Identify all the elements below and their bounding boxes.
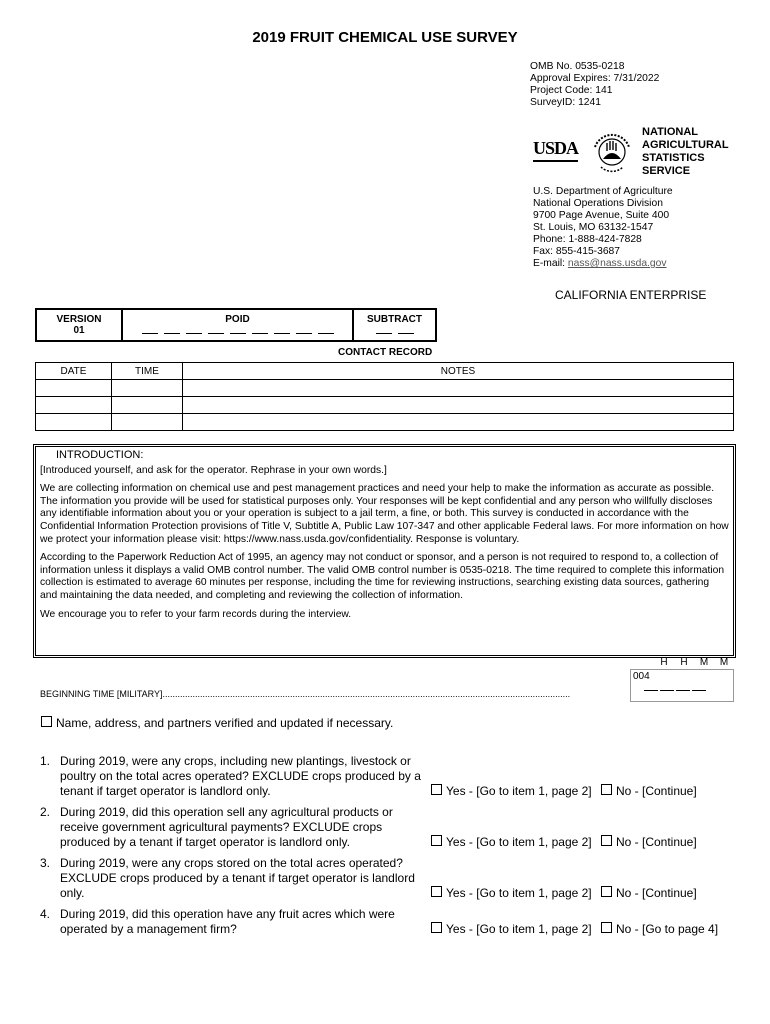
agriculture-counts-seal-icon xyxy=(589,129,635,175)
subtract-blanks[interactable] xyxy=(356,325,433,337)
hour-label: H xyxy=(660,657,668,668)
no-option[interactable] xyxy=(601,886,697,900)
no-checkbox[interactable] xyxy=(601,922,612,933)
omb-info xyxy=(530,61,659,109)
agency-address xyxy=(533,186,673,270)
no-label: No - [Continue] xyxy=(615,835,697,849)
table-header-row xyxy=(36,363,734,380)
question-text: During 2019, were any crops stored on the total acres operated? EXCLUDE crops produced by a tenant if target operator is landlord only. xyxy=(60,856,415,900)
minute-label: M xyxy=(719,657,729,668)
omb-number: OMB No. 0535-0218 xyxy=(530,61,625,72)
question-3 xyxy=(40,856,430,901)
question-1 xyxy=(40,754,430,799)
question-1-answers xyxy=(431,784,703,798)
yes-label: Yes - [Go to item 1, page 2] xyxy=(446,922,592,936)
question-number: 2. xyxy=(40,805,51,819)
question-number: 3. xyxy=(40,856,51,870)
introduction-instruction: [Introduced yourself, and ask for the operator. Rephrase in your own words.] xyxy=(40,464,387,476)
yes-option[interactable] xyxy=(431,922,592,936)
subtract-label: SUBTRACT xyxy=(367,314,422,325)
table-row[interactable] xyxy=(36,397,734,414)
verify-checkbox[interactable] xyxy=(41,716,52,727)
no-option[interactable] xyxy=(601,784,697,798)
no-label: No - [Continue] xyxy=(615,784,697,798)
version-value: 01 xyxy=(73,325,85,336)
beginning-time-label: BEGINNING TIME [MILITARY]................................................................................................................................................................... xyxy=(40,689,571,699)
time-format-header xyxy=(654,657,734,668)
agency-name xyxy=(642,126,729,178)
verify-row[interactable] xyxy=(41,716,393,730)
time-header: TIME xyxy=(112,363,183,380)
email-line xyxy=(533,258,673,270)
confidentiality-paragraph: We are collecting information on chemical use and pest management practices and need your help to make the information as accurate as possible. The information you provide will be used for statistical purposes only. Your responses will be kept confidential and any person who willfully discloses any identifiable information about you or your operation is subject to a jail term, a fine, or both. This survey is conducted in accordance with the Confidential Information Protection provisions of Title V, Subtitle A, Public Law 107-347 and other applicable Federal laws. For more information on how we protect your information please visit: https://www.nass.usda.gov/confidentiality. Response is voluntary. xyxy=(40,483,729,545)
no-checkbox[interactable] xyxy=(601,886,612,897)
address-line: 9700 Page Avenue, Suite 400 xyxy=(533,210,670,221)
email-link[interactable]: nass@nass.usda.gov xyxy=(567,258,667,269)
yes-checkbox[interactable] xyxy=(431,784,442,795)
poid-blanks[interactable] xyxy=(125,325,350,337)
yes-label: Yes - [Go to item 1, page 2] xyxy=(446,784,592,798)
approval-date: Approval Expires: 7/31/2022 xyxy=(530,73,660,84)
project-code: Project Code: 141 xyxy=(530,85,613,96)
question-2 xyxy=(40,805,430,850)
usda-logo: USDA xyxy=(533,138,578,162)
version-label: VERSION xyxy=(56,314,102,325)
yes-checkbox[interactable] xyxy=(431,922,442,933)
no-checkbox[interactable] xyxy=(601,835,612,846)
date-header: DATE xyxy=(36,363,112,380)
question-2-answers xyxy=(431,835,703,849)
poid-label: POID xyxy=(225,314,250,325)
id-table xyxy=(35,308,437,342)
introduction-heading: INTRODUCTION: xyxy=(56,449,144,461)
version-cell xyxy=(36,309,122,341)
agency-name-line: AGRICULTURAL xyxy=(642,139,729,151)
survey-id: SurveyID: 1241 xyxy=(530,97,601,108)
notes-header: NOTES xyxy=(183,363,734,380)
yes-checkbox[interactable] xyxy=(431,835,442,846)
address-line: St. Louis, MO 63132-1547 xyxy=(533,222,654,233)
question-4-answers xyxy=(431,922,724,936)
enterprise-label: CALIFORNIA ENTERPRISE xyxy=(555,288,707,302)
table-row[interactable] xyxy=(36,414,734,431)
contact-record-title-text: CONTACT RECORD xyxy=(338,347,433,358)
question-text: During 2019, did this operation have any fruit acres which were operated by a management firm? xyxy=(60,907,395,936)
minute-label: M xyxy=(699,657,709,668)
table-row[interactable] xyxy=(36,380,734,397)
question-4 xyxy=(40,907,430,937)
item-code: 004 xyxy=(633,671,650,682)
address-line: U.S. Department of Agriculture xyxy=(533,186,673,197)
phone-line: Phone: 1-888-424-7828 xyxy=(533,234,642,245)
poid-cell xyxy=(122,309,353,341)
yes-option[interactable] xyxy=(431,835,592,849)
question-number: 4. xyxy=(40,907,51,921)
contact-record-table xyxy=(35,362,734,431)
agency-name-line: SERVICE xyxy=(642,165,691,177)
yes-label: Yes - [Go to item 1, page 2] xyxy=(446,886,592,900)
subtract-cell xyxy=(353,309,436,341)
address-line: National Operations Division xyxy=(533,198,663,209)
fax-line: Fax: 855-415-3687 xyxy=(533,246,621,257)
no-label: No - [Go to page 4] xyxy=(615,922,719,936)
agency-name-line: STATISTICS xyxy=(642,152,705,164)
agency-name-line: NATIONAL xyxy=(642,126,699,138)
records-paragraph: We encourage you to refer to your farm records during the interview. xyxy=(40,608,352,620)
email-label: E-mail: xyxy=(533,258,568,269)
beginning-time-field[interactable] xyxy=(630,669,734,702)
no-option[interactable] xyxy=(601,922,718,936)
no-label: No - [Continue] xyxy=(615,886,697,900)
verify-label: Name, address, and partners verified and updated if necessary. xyxy=(56,716,394,730)
yes-option[interactable] xyxy=(431,784,592,798)
yes-checkbox[interactable] xyxy=(431,886,442,897)
paperwork-paragraph: According to the Paperwork Reduction Act of 1995, an agency may not conduct or sponsor, and a person is not required to respond to, a collection of information unless it displays a valid OMB control number. The valid OMB control number is 0535-0218. The time required to complete this information collection is estimated to average 60 minutes per response, including the time for reviewing instructions, searching existing data sources, gathering and maintaining the data needed, and completing and reviewing the collection of information. xyxy=(40,552,725,601)
question-text: During 2019, were any crops, including new plantings, livestock or poultry on the total acres operated? EXCLUDE crops produced by a tenant if target operator is landlord only. xyxy=(60,754,421,798)
page-title: 2019 FRUIT CHEMICAL USE SURVEY xyxy=(252,29,518,46)
hour-label: H xyxy=(680,657,688,668)
no-checkbox[interactable] xyxy=(601,784,612,795)
yes-label: Yes - [Go to item 1, page 2] xyxy=(446,835,592,849)
question-text: During 2019, did this operation sell any agricultural products or receive government agricultural payments? EXCLUDE crops produced by a tenant if target operator is landlord only. xyxy=(60,805,393,849)
introduction-box xyxy=(35,446,734,656)
no-option[interactable] xyxy=(601,835,697,849)
question-3-answers xyxy=(431,886,703,900)
yes-option[interactable] xyxy=(431,886,592,900)
question-number: 1. xyxy=(40,754,51,768)
